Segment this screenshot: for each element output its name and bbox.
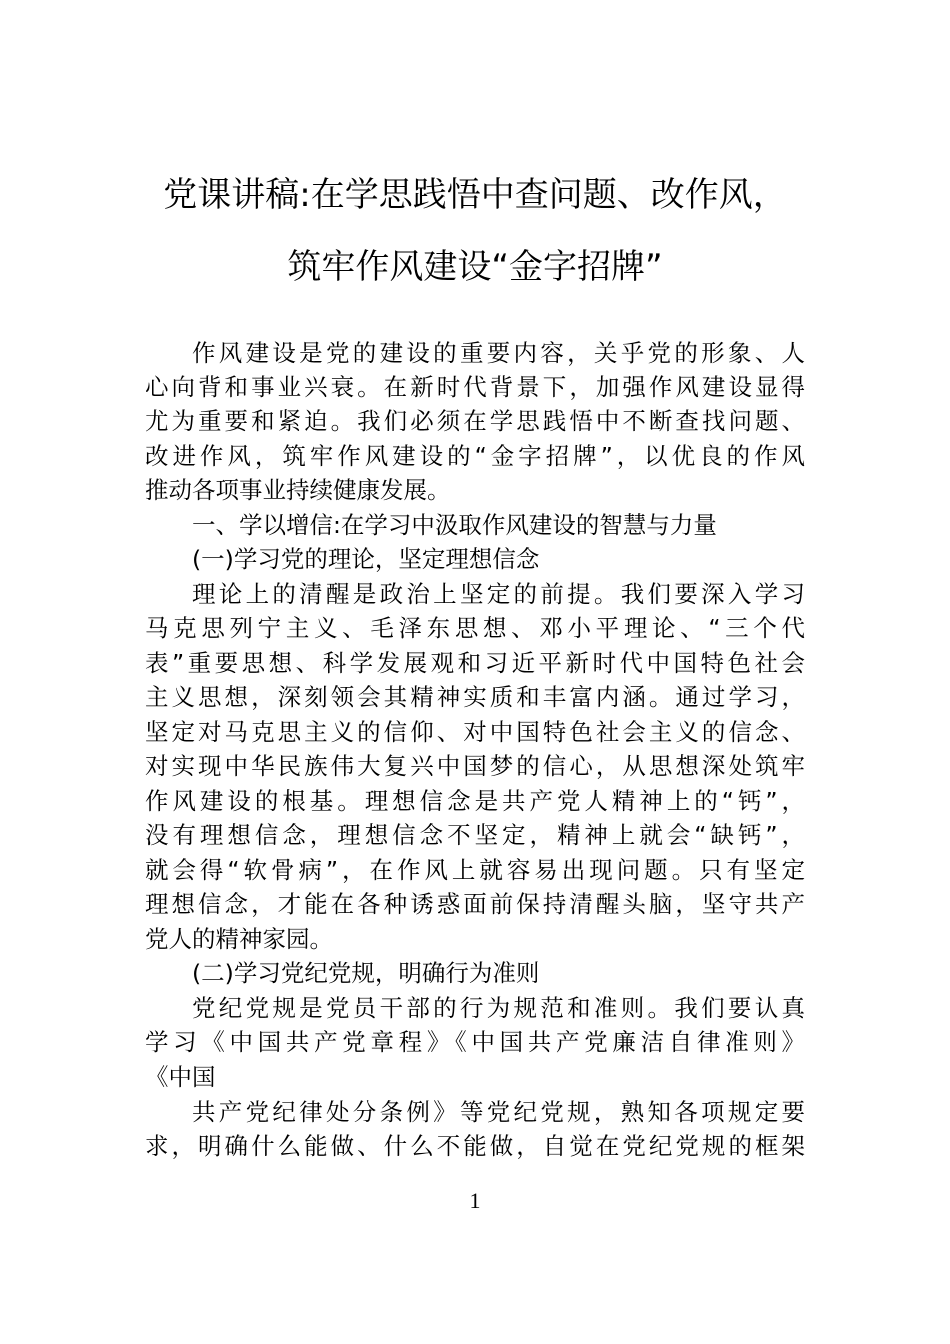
body-line: 理论上的清醒是政治上坚定的前提。我们要深入学习 [192,580,805,608]
body-line: 表”重要思想、科学发展观和习近平新时代中国特色社会 [145,649,805,677]
body-line: 《中国 [145,1063,216,1091]
body-line: 心向背和事业兴衰。在新时代背景下，加强作风建设显得 [145,373,805,401]
subsection-heading: (一)学习党的理论，坚定理想信念 [192,545,540,573]
body-line: 党人的精神家园。 [145,925,333,953]
body-line: 改进作风，筑牢作风建设的“金字招牌”，以优良的作风 [145,442,805,470]
body-line: 坚定对马克思主义的信仰、对中国特色社会主义的信念、 [145,718,805,746]
body-line: 学习《中国共产党章程》《中国共产党廉洁自律准则》 [145,1028,805,1056]
body-line: 作风建设的根基。理想信念是共产党人精神上的“钙”， [145,787,805,815]
body-line: 主义思想，深刻领会其精神实质和丰富内涵。通过学习， [145,683,805,711]
body-line: 对实现中华民族伟大复兴中国梦的信心，从思想深处筑牢 [145,752,805,780]
section-heading: 一、学以增信:在学习中汲取作风建设的智慧与力量 [192,511,717,539]
body-line: 求，明确什么能做、什么不能做，自觉在党纪党规的框架 [145,1132,805,1160]
body-line: 马克思列宁主义、毛泽东思想、邓小平理论、“三个代 [145,614,805,642]
body-line: 尤为重要和紧迫。我们必须在学思践悟中不断查找问题、 [145,407,805,435]
body-line: 没有理想信念，理想信念不坚定，精神上就会“缺钙”， [145,821,805,849]
page-number: 1 [469,1188,481,1213]
subsection-heading: (二)学习党纪党规，明确行为准则 [192,959,540,987]
body-line: 理想信念，才能在各种诱惑面前保持清醒头脑，坚守共产 [145,890,805,918]
document-title-line-2: 筑牢作风建设“金字招牌” [287,247,663,287]
body-line: 党纪党规是党员干部的行为规范和准则。我们要认真 [192,994,805,1022]
document-title-line-1: 党课讲稿:在学思践悟中查问题、改作风， [163,175,787,215]
body-line: 共产党纪律处分条例》等党纪党规，熟知各项规定要 [192,1098,805,1126]
body-line: 作风建设是党的建设的重要内容，关乎党的形象、人 [192,339,805,367]
body-line: 就会得“软骨病”，在作风上就容易出现问题。只有坚定 [145,856,805,884]
body-line: 推动各项事业持续健康发展。 [145,476,451,504]
